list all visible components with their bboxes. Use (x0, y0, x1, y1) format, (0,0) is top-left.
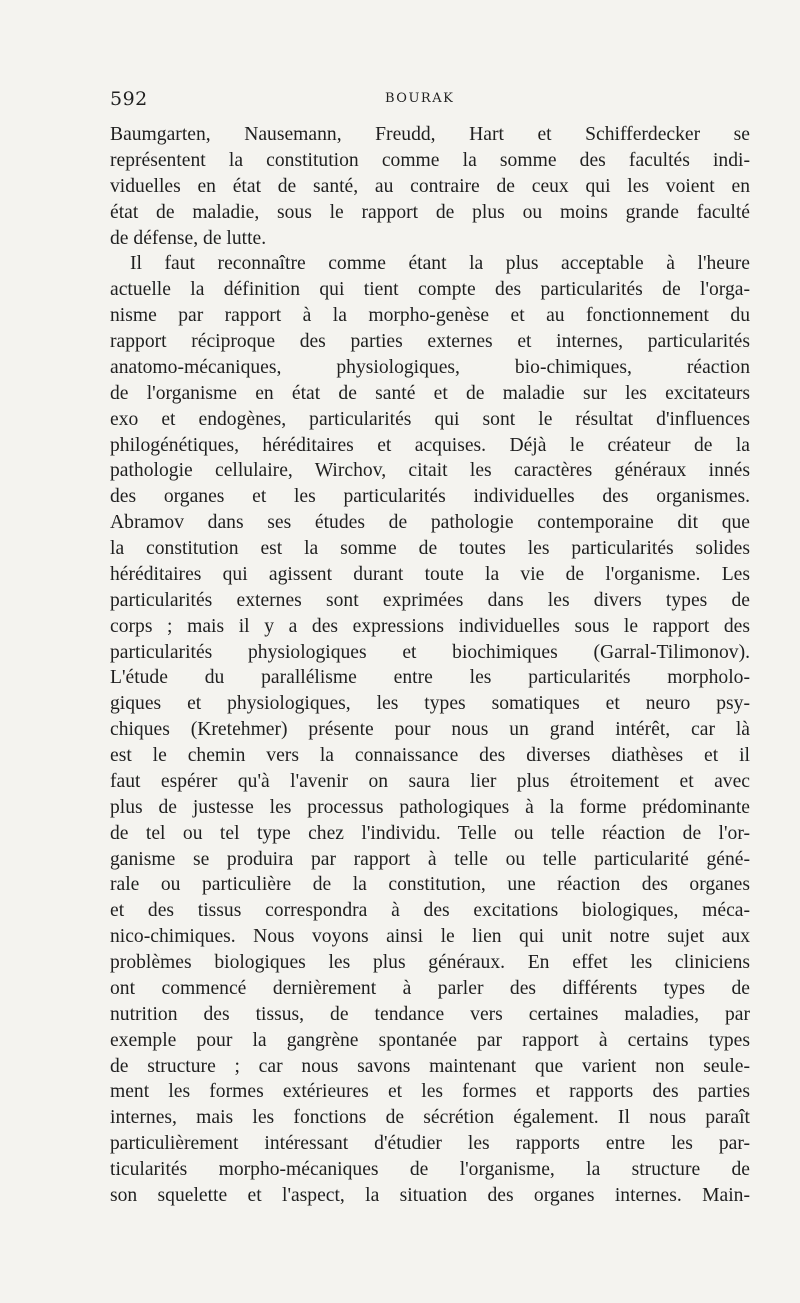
text-line: L'étude du parallélisme entre les particularités morpholo- (110, 667, 750, 689)
body-text (110, 122, 750, 1209)
text-line: et des tissus correspondra à des excitations biologiques, méca- (110, 900, 750, 922)
text-line: ont commencé dernièrement à parler des différents types de (110, 977, 750, 999)
running-head (0, 88, 800, 112)
text-line: Il faut reconnaître comme étant la plus acceptable à l'heure (130, 253, 750, 275)
text-line: corps ; mais il y a des expressions individuelles sous le rapport des (110, 615, 750, 637)
running-title: BOURAK (385, 91, 455, 106)
text-line: rale ou particulière de la constitution, une réaction des organes (110, 874, 750, 896)
text-line: des organes et les particularités individuelles des organismes. (110, 486, 750, 508)
text-line: de tel ou tel type chez l'individu. Telle ou telle réaction de l'or- (110, 822, 750, 844)
text-line: giques et physiologiques, les types somatiques et neuro psy- (110, 693, 750, 715)
text-line: faut espérer qu'à l'avenir on saura lier plus étroitement et avec (110, 770, 750, 792)
text-line: philogénétiques, héréditaires et acquises. Déjà le créateur de la (110, 434, 750, 456)
text-line: ticularités morpho-mécaniques de l'organisme, la structure de (110, 1159, 750, 1180)
text-line: particularités externes sont exprimées dans les divers types de (110, 589, 750, 611)
text-line: rapport réciproque des parties externes et internes, particularités (110, 331, 750, 352)
text-line: de structure ; car nous savons maintenant que varient non seule- (110, 1055, 750, 1077)
text-line: nisme par rapport à la morpho-genèse et au fonctionnement du (110, 305, 750, 327)
text-line: particulièrement intéressant d'étudier les rapports entre les par- (110, 1133, 750, 1155)
text-line: représentent la constitution comme la somme des facultés indi- (110, 149, 750, 171)
text-line: anatomo-mécaniques, physiologiques, bio-chimiques, réaction (110, 356, 750, 378)
text-line: Baumgarten, Nausemann, Freudd, Hart et Schifferdecker se (110, 124, 750, 145)
text-line: plus de justesse les processus pathologiques à la forme prédominante (110, 796, 750, 818)
text-line: nutrition des tissus, de tendance vers certaines maladies, par (110, 1003, 750, 1025)
text-line: Abramov dans ses études de pathologie contemporaine dit que (110, 512, 750, 534)
text-line: exo et endogènes, particularités qui sont le résultat d'influences (110, 408, 750, 430)
text-line: ganisme se produira par rapport à telle ou telle particularité géné- (110, 848, 750, 870)
text-line: chiques (Kretehmer) présente pour nous un grand intérêt, car là (110, 719, 750, 741)
text-line: de l'organisme en état de santé et de maladie sur les excitateurs (110, 382, 750, 404)
text-line: état de maladie, sous le rapport de plus ou moins grande faculté (110, 201, 750, 223)
text-line: est le chemin vers la connaissance des diverses diathèses et il (110, 745, 750, 766)
text-line: ment les formes extérieures et les formes et rapports des parties (110, 1081, 750, 1103)
text-line: internes, mais les fonctions de sécrétion également. Il nous paraît (110, 1107, 750, 1129)
text-line: nico-chimiques. Nous voyons ainsi le lien qui unit notre sujet aux (110, 926, 750, 948)
text-line: exemple pour la gangrène spontanée par rapport à certains types (110, 1029, 750, 1051)
text-line: la constitution est la somme de toutes les particularités solides (110, 538, 750, 559)
text-line: pathologie cellulaire, Wirchov, citait les caractères généraux innés (110, 460, 750, 482)
text-line: actuelle la définition qui tient compte des particularités de l'orga- (110, 279, 750, 301)
text-line: viduelles en état de santé, au contraire de ceux qui les voient en (110, 175, 750, 197)
text-line: problèmes biologiques les plus généraux. En effet les cliniciens (110, 952, 750, 973)
page-number: 592 (110, 88, 148, 110)
text-line: son squelette et l'aspect, la situation des organes internes. Main- (110, 1184, 750, 1206)
text-line: héréditaires qui agissent durant toute la vie de l'organisme. Les (110, 563, 750, 585)
text-line: de défense, de lutte. (110, 227, 267, 249)
text-line: particularités physiologiques et biochimiques (Garral-Tilimonov). (110, 641, 750, 663)
